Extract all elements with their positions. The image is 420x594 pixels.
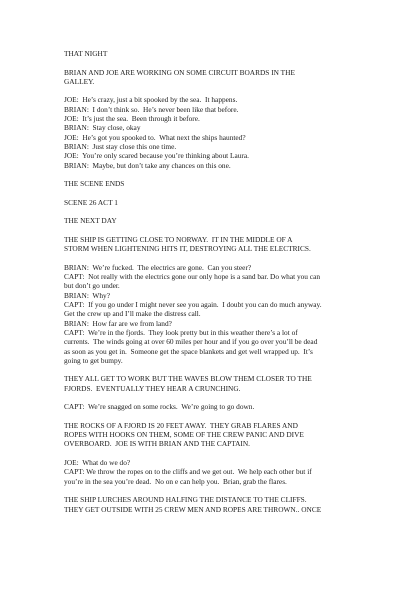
script-line: THEY ALL GET TO WORK BUT THE WAVES BLOW THEM CLOSER TO THE [64, 374, 312, 384]
script-line: BRIAN: We’re fucked. The electrics are gone. Can you steer? [64, 262, 252, 272]
script-line: FJORDS. EVENTUALLY THEY HEAR A CRUNCHING. [64, 383, 241, 393]
script-line: THE SHIP LURCHES AROUND HALFING THE DISTANCE TO THE CLIFFS. [64, 495, 307, 505]
script-line: going to get bumpy. [64, 355, 123, 365]
script-line: OVERBOARD. JOE IS WITH BRIAN AND THE CAPTAIN. [64, 439, 250, 449]
script-line: CAPT: We throw the ropes on to the cliffs and we get out. We help each other but if [64, 467, 312, 477]
script-line: BRIAN: Stay close, okay [64, 123, 141, 133]
script-paragraph [64, 374, 364, 393]
script-line: BRIAN: Maybe, but don’t take any chances on this one. [64, 160, 231, 170]
script-line: BRIAN: I don’t think so. He’s never been like that before. [64, 104, 239, 114]
script-line: ROPES WITH HOOKS ON THEM, SOME OF THE CREW PANIC AND DIVE [64, 430, 304, 440]
script-line: JOE: He’s got you spooked to. What next the ships haunted? [64, 132, 246, 142]
script-line: THEY GET OUTSIDE WITH 25 CREW MEN AND ROPES ARE THROWN.. ONCE [64, 504, 322, 514]
script-paragraph [64, 68, 364, 87]
script-paragraph [64, 458, 364, 486]
script-line: THE NEXT DAY [64, 216, 117, 226]
script-line: as soon as you get in. Someone get the space blankets and get well wrapped up. It’s [64, 346, 313, 356]
script-line: currents. The winds going at over 60 miles per hour and if you go over you’ll be dead [64, 337, 318, 347]
script-line: JOE: It’s just the sea. Been through it before. [64, 114, 200, 124]
script-line: Get the crew up and I’ll make the distress call. [64, 309, 201, 319]
script-paragraph [64, 495, 364, 514]
script-line: CAPT: Not really with the electrics gone our only hope is a sand bar. Do what you can [64, 272, 320, 282]
script-text [64, 49, 364, 514]
script-line: SCENE 26 ACT 1 [64, 197, 118, 207]
script-paragraph [64, 421, 364, 449]
script-paragraph [64, 198, 364, 207]
script-line: GALLEY. [64, 76, 95, 86]
script-line: STORM WHEN LIGHTENING HITS IT, DESTROYING ALL THE ELECTRICS. [64, 244, 311, 254]
script-paragraph [64, 95, 364, 169]
script-line: CAPT: If you go under I might never see you again. I doubt you can do much anyway. [64, 300, 322, 310]
script-line: JOE: He’s crazy, just a bit spooked by the sea. It happens. [64, 95, 238, 105]
script-line: BRIAN: How far are we from land? [64, 318, 172, 328]
script-line: but don’t go under. [64, 281, 120, 291]
script-line: THE SCENE ENDS [64, 179, 125, 189]
script-paragraph [64, 49, 364, 58]
script-paragraph [64, 216, 364, 225]
script-paragraph [64, 402, 364, 411]
script-paragraph [64, 263, 364, 365]
script-line: CAPT: We’re snagged on some rocks. We’re going to go down. [64, 402, 255, 412]
script-line: THAT NIGHT [64, 49, 108, 58]
script-line: CAPT: We’re in the fjords. They look pretty but in this weather there’s a lot of [64, 327, 298, 337]
script-paragraph [64, 179, 364, 188]
script-line: BRIAN: Why? [64, 290, 110, 300]
script-paragraph [64, 235, 364, 254]
script-line: JOE: You’re only scared because you’re thinking about Laura. [64, 151, 249, 161]
script-line: you’re in the sea you’re dead. No on e can help you. Brian, grab the flares. [64, 476, 287, 486]
script-line: THE SHIP IS GETTING CLOSE TO NORWAY. IT IN THE MIDDLE OF A [64, 234, 293, 244]
script-line: JOE: What do we do? [64, 458, 131, 468]
script-line: BRIAN: Just stay close this one time. [64, 141, 177, 151]
script-line: THE ROCKS OF A FJORD IS 20 FEET AWAY. THEY GRAB FLARES AND [64, 420, 298, 430]
script-line: BRIAN AND JOE ARE WORKING ON SOME CIRCUIT BOARDS IN THE [64, 67, 295, 77]
